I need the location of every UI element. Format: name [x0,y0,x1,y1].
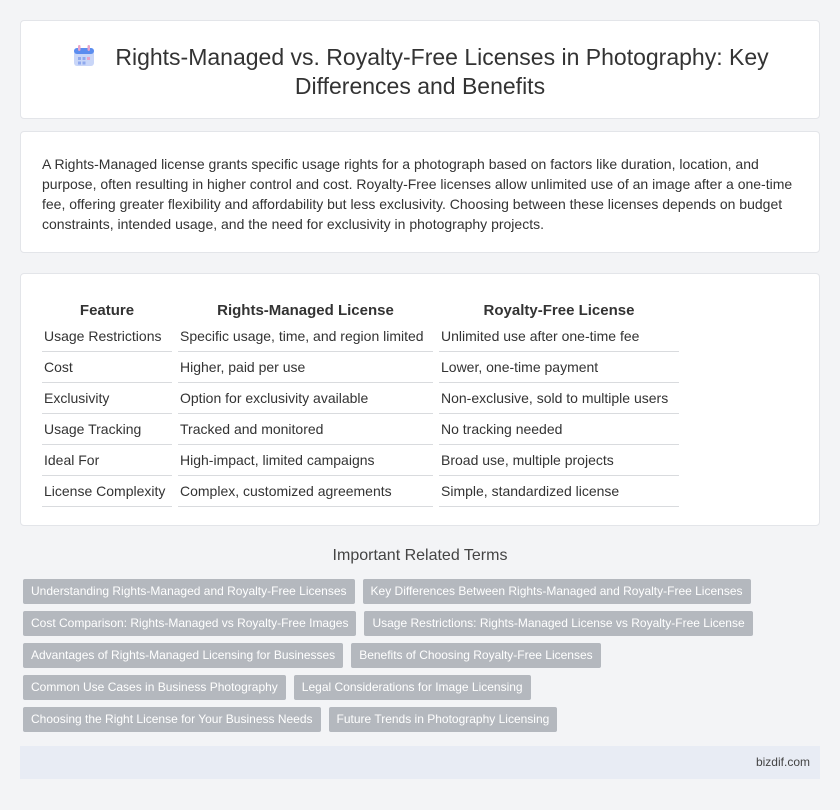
related-term-tag[interactable]: Key Differences Between Rights-Managed and Royalty-Free Licenses [363,579,751,604]
tag-row [23,579,803,611]
tag-row [23,675,803,707]
related-term-tag[interactable]: Understanding Rights-Managed and Royalty-Free Licenses [23,579,355,604]
related-term-tag[interactable]: Legal Considerations for Image Licensing [294,675,531,700]
table-row [42,414,679,445]
table-cell: Higher, paid per use [178,352,433,383]
table-cell: Unlimited use after one-time fee [439,321,679,352]
header-feature: Feature [79,302,135,319]
related-term-tag[interactable]: Usage Restrictions: Rights-Managed License vs Royalty-Free License [364,611,752,636]
table-cell: Ideal For [42,445,172,476]
related-term-tag[interactable]: Future Trends in Photography Licensing [329,707,558,732]
page-title: Rights-Managed vs. Royalty-Free Licenses in Photography: Key Differences and Benefits [115,44,769,99]
header-rights-managed: Rights-Managed License [217,302,394,319]
footer-site-link[interactable]: bizdif.com [755,755,810,769]
table-row [42,352,679,383]
page-title-wrap [61,43,779,101]
related-terms-heading: Important Related Terms [332,547,508,564]
table-cell: Specific usage, time, and region limited [178,321,433,352]
table-cell: Non-exclusive, sold to multiple users [439,383,679,414]
table-cell: Broad use, multiple projects [439,445,679,476]
table-header-row [42,296,679,321]
tag-row [23,611,803,643]
related-term-tag[interactable]: Advantages of Rights-Managed Licensing for Businesses [23,643,343,668]
table-cell: Usage Tracking [42,414,172,445]
table-cell: Simple, standardized license [439,476,679,507]
table-row [42,476,679,507]
calendar-icon [71,43,97,69]
related-term-tag[interactable]: Benefits of Choosing Royalty-Free Licenses [351,643,600,668]
table-row [42,383,679,414]
header-royalty-free: Royalty-Free License [483,302,635,319]
footer [20,746,820,779]
table-cell: Exclusivity [42,383,172,414]
table-cell: No tracking needed [439,414,679,445]
related-term-tag[interactable]: Choosing the Right License for Your Business Needs [23,707,321,732]
table-cell: High-impact, limited campaigns [178,445,433,476]
table-cell: Tracked and monitored [178,414,433,445]
title-card [20,20,820,119]
comparison-table [36,296,685,507]
table-cell: Usage Restrictions [42,321,172,352]
related-term-tag[interactable]: Cost Comparison: Rights-Managed vs Royalty-Free Images [23,611,356,636]
table-row [42,321,679,352]
related-terms-list [23,579,803,739]
table-cell: Lower, one-time payment [439,352,679,383]
comparison-card [20,273,820,526]
intro-card [20,131,820,253]
tag-row [23,707,803,739]
intro-paragraph: A Rights-Managed license grants specific usage rights for a photograph based on factors like duration, location, and purpose, often resulting in higher control and cost. Royalty-Free licenses allow unlimited use of an image after a one-time fee, offering greater flexibility and affordability but less exclusivity. Choosing between these licenses depends on budget constraints, intended usage, and the need for exclusivity in photography projects. [42,156,793,232]
table-cell: Cost [42,352,172,383]
tag-row [23,643,803,675]
table-cell: Complex, customized agreements [178,476,433,507]
table-cell: Option for exclusivity available [178,383,433,414]
table-row [42,445,679,476]
table-cell: License Complexity [42,476,172,507]
related-term-tag[interactable]: Common Use Cases in Business Photography [23,675,286,700]
